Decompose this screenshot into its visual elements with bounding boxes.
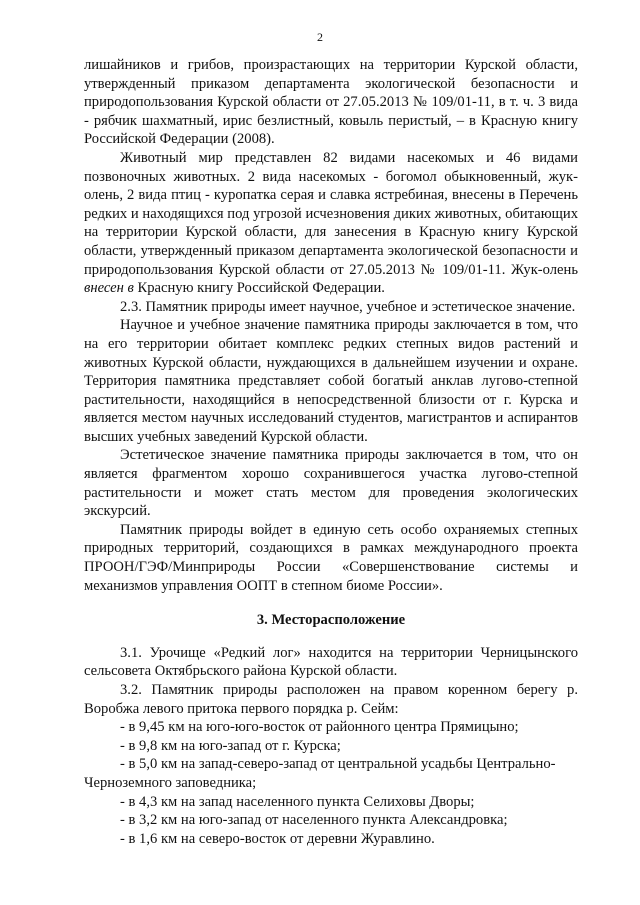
location-list [84,718,578,848]
paragraph-flora-continued: лишайников и грибов, произрастающих на территории Курской области, утвержденный приказом департамента экологической безопасности и природопользования Курской области от 27.05.2013 № 109/01-11, в т. ч. 3 вида - рябчик шахматный, ирис безлистный, ковыль перистый, – в Красную книгу Российской Федерации (2008). [84,57,578,148]
list-item: - в 3,2 км на юго-запад от населенного пункта Александровка; [120,812,508,829]
paragraph-network: Памятник природы войдет в единую сеть особо охраняемых степных природных территорий, создающихся в рамках международного проекта ПРООН/ГЭФ/Минприроды России «Совершенствование системы и механизмов управления ООПТ в степном биоме России». [84,521,578,594]
section-heading-location: 3. Месторасположение [256,612,406,629]
list-item: - в 4,3 км на запад населенного пункта Селиховы Дворы; [120,793,475,810]
paragraph-scientific-value: Научное и учебное значение памятника природы заключается в том, что на его территории обитает комплекс редких степных видов растений и животных Курской области, нуждающихся в дальнейшем изучении и охране. Территория памятника представляет собой богатый анклав лугово-степной растительности, находящийся в непосредственной близости от г. Курска и является местом научных исследований студентов, магистрантов и аспирантов высших учебных заведений Курской области. [84,317,578,445]
list-item: - в 5,0 км на запад-северо-запад от центральной усадьбы Центрально-Черноземного заповедника; [84,756,556,791]
paragraph-aesthetic-value: Эстетическое значение памятника природы заключается в том, что он является фрагментом хорошо сохранившегося участка лугово-степной растительности и может стать местом для проведения экологических экскурсий. [84,447,578,520]
paragraph-location-3-2: 3.2. Памятник природы расположен на правом коренном берегу р. Воробжа левого притока первого порядка р. Сейм: [84,682,578,717]
paragraph-location-3-1: 3.1. Урочище «Редкий лог» находится на территории Черницынского сельсовета Октябрьского района Курской области. [84,644,578,680]
list-item: - в 1,6 км на северо-восток от деревни Журавлино. [120,830,435,847]
list-item: - в 9,8 км на юго-запад от г. Курска; [120,737,341,754]
paragraph-fauna [84,149,578,298]
document-body [84,56,578,848]
fauna-emphasis: внесен в [84,280,134,297]
paragraph-significance: 2.3. Памятник природы имеет научное, учебное и эстетическое значение. [120,298,576,315]
fauna-text-end: Красную книгу Российской Федерации. [137,280,385,297]
fauna-text: Животный мир представлен 82 видами насекомых и 46 видами позвоночных животных. 2 вида насекомых - богомол обыкновенный, жук-олень, 2 вида птиц - куропатка серая и славка ястребиная, внесены в Перечень редких и находящихся под угрозой исчезновения диких животных, обитающих на территории Курской области, для занесения в Красную книгу Курской области, утвержденный приказом департамента экологической безопасности и природопользования Курской области от 27.05.2013 № 109/01-11. Жук-олень [84,149,578,278]
page-number: 2 [317,30,323,44]
list-item: - в 9,45 км на юго-юго-восток от районного центра Прямицыно; [120,719,519,736]
